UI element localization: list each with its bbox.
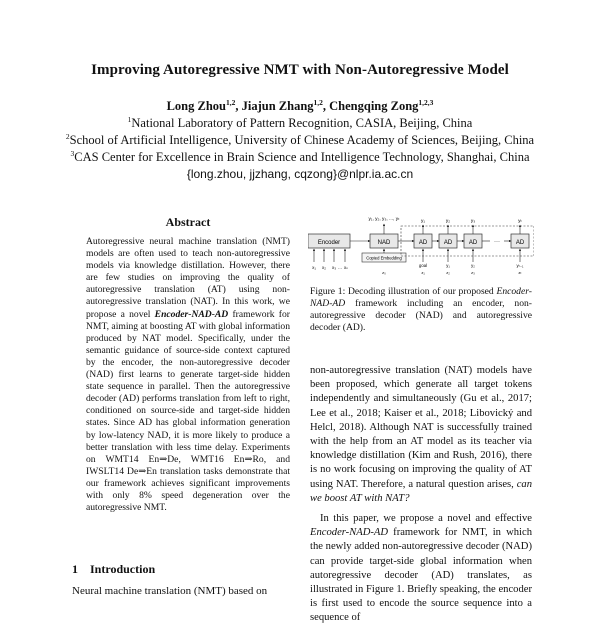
aff-2-sup: 2 [65,131,70,141]
abstract-heading: Abstract [165,215,211,229]
aff-1-text: National Laboratory of Pattern Recognition, CASIA, Beijing, China [131,116,473,130]
ad-input-3: y₂ [471,263,475,268]
author-3: Chengqing Zong [329,99,419,113]
nad-subscript: z₀ [382,270,386,275]
paragraph-2 [310,512,532,626]
caption-framework-name: Encoder-NAD-AD [310,286,532,310]
paper-title: Improving Autoregressive NMT with Non-Autoregressive Model [91,62,509,78]
author-1: Long Zhou [166,99,226,113]
paragraph-1 [310,364,532,506]
left-column [72,215,304,514]
author-emails: {long.zhou, jjzhang, cqzong}@nlpr.ia.ac.cn [186,167,414,181]
author-names: Long Zhou$^{1,2}$, Jiajun Zhang$^{1,2}$, Chengqing Zong$^{1,2,3}$ [166,97,434,113]
source-token-1: x₁ [312,265,316,270]
right-column-body [310,364,532,626]
caption-part-2: framework including an encoder, non-autoregressive decoder (NAD) and autoregressive decoder (AD). [310,298,532,334]
ad-cell-t [511,219,529,275]
copied-embedding-label: Copied Embedding [366,255,402,261]
section-title: Introduction [90,562,156,576]
abstract-text [86,236,290,514]
paragraph-2-text-a: In this paper, we propose a novel and effective [320,513,532,525]
ad-label-3: AD [468,240,478,246]
author-3-sup: 1,2,3 [418,97,434,107]
intro-paragraph: Neural machine translation (NMT) based on [72,585,268,597]
source-token-dots: ... [338,265,342,270]
paragraph-1-question: can we boost AT with NAT? [310,478,532,504]
aff-3-sup: 3 [70,148,75,158]
ad-output-1: y₁ [420,219,426,224]
caption-part-1: Decoding illustration of our proposed [347,286,494,297]
author-1-sup: 1,2 [225,97,236,107]
abstract-framework-name: Encoder-NAD-AD [154,308,229,320]
aff-2-text: School of Artificial Intelligence, University of Chinese Academy of Sciences, Beijing, China [69,133,535,147]
abstract-part-1: Autoregressive neural machine translation (NMT) models are often used to teach non-autoregressive models via knowledge distillation. However, there are few studies on improving the quality of autoregressive translation (AT) using non-autoregressive translation (NAT). In this work, we propose a novel [86,236,290,320]
nad-label: NAD [377,240,391,246]
ad-cell-2 [439,219,457,275]
decoding-diagram [308,212,534,278]
author-2-sup: 1,2 [313,97,323,107]
paragraph-1-text: non-autoregressive translation (NAT) models have been proposed, which generate all target tokens independently and simultaneously (Gu et al., 2017; Lee et al., 2018; Kaiser et al., 2018; Libovický and Helcl, 2018). Although NAT is successfully trained with the help from an AT model as its teacher via knowledge distillation (Kim and Rush, 2016), there is no work focusing on improving the quality of AT using NAT. Therefore, a natural question arises, [310,365,532,490]
ad-subscript-3: z₃ [471,270,475,275]
ad-input-1: goal [419,263,427,268]
ad-input-2: y₁ [446,263,450,268]
aff-1-sup: 1 [127,114,132,124]
ad-label-1: AD [418,240,428,246]
affiliation-2 [0,132,600,149]
ad-ellipsis: ··· [494,239,500,245]
ad-input-t: yₜ₋₁ [516,263,524,268]
source-token-n: xₙ [343,265,349,270]
ad-cell-1 [414,219,432,275]
ad-subscript-1: z₁ [421,270,425,275]
abstract-part-2: framework for NMT, aiming at boosting AT with global information produced by NAT model. Specifically, under the semantic guidance of source-side context captured by the encoder, the non-autoregressive decoder (NAD) first learns to generate target-side hidden state sequence in parallel. Then the autoregressive decoder (AD) performs translation from left to right, conditioned on source-side and target-side hidden states. Since AD has global information generation by low-latency NAD, it is more likely to produce a better translation with less time delay. Experiments on WMT14 En⇒De, WMT16 En⇒Ro, and IWSLT14 De⇒En translation tasks demonstrate that our framework achieves significant improvements with only 8% speed degeneration over the autoregressive NMT. [86,308,290,514]
ad-output-3: y₃ [470,219,476,224]
affiliation-1 [0,115,600,132]
ad-subscript-2: z₂ [446,270,450,275]
nad-output-sequence: y₁, y₂, y₃, ..., yₜ [368,217,400,222]
ad-output-2: y₂ [445,219,451,224]
section-heading-introduction [72,562,155,577]
figure-1-diagram [308,212,534,278]
affiliation-3 [0,149,600,166]
section-number: 1 [72,562,78,576]
author-block [0,98,600,183]
source-token-3: x₃ [331,265,337,270]
caption-label: Figure 1: [310,286,346,297]
ad-label-2: AD [443,240,453,246]
ad-label-t: AD [515,240,525,246]
ad-output-t: yₜ [518,219,522,224]
paragraph-2-framework-name: Encoder-NAD-AD [310,527,389,539]
ad-cell-3 [464,219,482,275]
paragraph-2-text-b: framework for NMT, in which the newly added non-autoregressive decoder (NAD) can provide target-side global information when autoregressive decoder (AD) translates, as illustrated in Figure 1. Briefly speaking, the encoder is first used to encode the source sequence into a sequence of [310,527,532,624]
aff-3-text: CAS Center for Excellence in Brain Science and Intelligence Technology, Shanghai, China [74,150,530,164]
figure-1-caption [310,286,532,334]
ad-subscript-t: zₜ [518,270,522,275]
source-token-2: x₂ [322,265,326,270]
author-2: Jiajun Zhang [241,99,314,113]
encoder-label: Encoder [317,240,341,246]
